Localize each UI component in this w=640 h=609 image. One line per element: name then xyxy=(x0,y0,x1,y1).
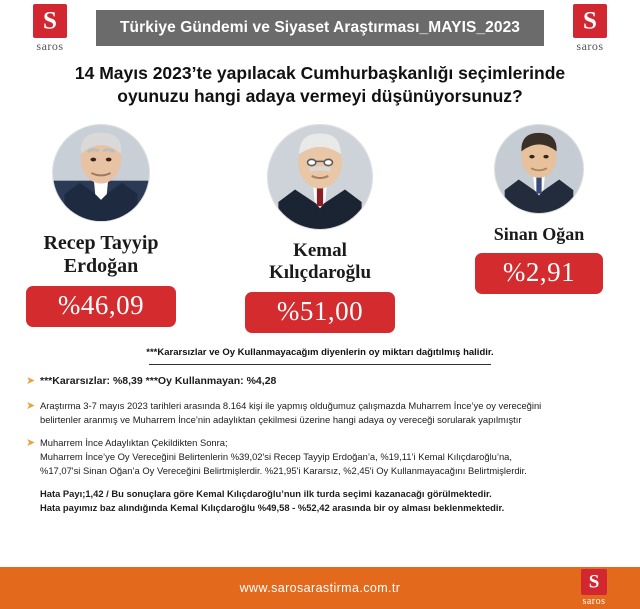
arrow-right-icon: ➤ xyxy=(26,436,36,449)
list-item xyxy=(26,487,612,515)
note-text xyxy=(40,436,527,478)
candidate-name-line1: Kemal xyxy=(293,240,347,262)
note-line: Hata payımız baz alındığında Kemal Kılıçdaroğlu %49,58 - %52,42 arasında bir oy alması beklenmektedir. xyxy=(40,502,505,514)
note-line: %17,07'si Sinan Oğan’a Oy Vereceğini Belirtmişlerdir. %21,95'i Kararsız, %2,45'i Oy Kullanmayacağını Belirtmişlerdir. xyxy=(40,465,527,477)
candidate-percent: %51,00 xyxy=(245,292,395,333)
candidate-results xyxy=(0,124,640,333)
candidate-name-line2: Erdoğan xyxy=(63,255,139,278)
logo-right-text: saros xyxy=(576,39,604,53)
note-line: belirtenler aranmış ve Muharrem İnce’nin adaylıktan çekilmesi üzerine hangi adaya oy vereceği sorularak yapılmıştır xyxy=(40,413,522,425)
note-line: ***Kararsızlar: %8,39 ***Oy Kullanmayan: %4,28 xyxy=(40,374,277,387)
list-item xyxy=(26,399,612,427)
s-logo-icon xyxy=(573,4,607,38)
avatar xyxy=(494,124,584,214)
s-logo-icon xyxy=(33,4,67,38)
arrow-right-icon: ➤ xyxy=(26,374,36,387)
notes-list xyxy=(26,374,612,516)
arrow-right-icon: ➤ xyxy=(26,399,36,412)
candidate-name xyxy=(441,224,637,245)
note-line: Araştırma 3-7 mayıs 2023 tarihleri arasında 8.164 kişi ile yapmış olduğumuz çalışmazda Muharrem İnce’ye oy vereceğini xyxy=(40,399,542,411)
candidate-name-line1: Sinan Oğan xyxy=(493,224,585,245)
note-text xyxy=(40,487,504,515)
candidate-name xyxy=(3,232,199,278)
note-line: Hata Payı;1,42 / Bu sonuçlara göre Kemal Kılıçdaroğlu’nun ilk turda seçimi kazanacağı görülmektedir. xyxy=(40,488,492,500)
logo-right xyxy=(548,4,632,56)
logo-footer xyxy=(556,569,632,607)
website-url[interactable]: www.sarosarastirma.com.tr xyxy=(239,581,401,595)
candidate-card xyxy=(3,124,199,327)
list-item xyxy=(26,374,612,390)
header-title-bar xyxy=(96,10,544,46)
candidate-name-line2: Kılıçdaroğlu xyxy=(268,262,372,284)
footer xyxy=(0,567,640,609)
avatar xyxy=(52,124,150,222)
distribution-footnote: ***Kararsızlar ve Oy Kullanmayacağım diyenlerin oy miktarı dağıtılmış halidir. xyxy=(146,346,494,358)
candidate-percent: %46,09 xyxy=(26,286,176,327)
candidate-percent: %2,91 xyxy=(475,253,603,294)
note-line: Muharrem İnce Adaylıktan Çekildikten Sonra; xyxy=(40,436,228,448)
note-text xyxy=(40,374,276,390)
candidate-card xyxy=(217,124,423,333)
avatar xyxy=(267,124,373,230)
logo-left-text: saros xyxy=(36,39,64,53)
candidate-card xyxy=(441,124,637,294)
s-logo-icon xyxy=(581,569,607,595)
note-text xyxy=(40,399,541,427)
note-line: Muharrem İnce’ye Oy Vereceğini Belirtenlerin %39,02'si Recep Tayyip Erdoğan’a, %19,11’i Kemal Kılıçdaroğlu’na, xyxy=(40,450,513,462)
header xyxy=(0,0,640,56)
candidate-name xyxy=(217,240,423,284)
logo-left xyxy=(8,4,92,56)
candidate-name-line1: Recep Tayyip xyxy=(43,232,159,255)
logo-footer-text: saros xyxy=(582,596,606,607)
list-item xyxy=(26,436,612,478)
page-title: Türkiye Gündemi ve Siyaset Araştırması_MAYIS_2023 xyxy=(119,19,521,36)
survey-question: 14 Mayıs 2023’te yapılacak Cumhurbaşkanlığı seçimlerinde oyunuzu hangi adaya vermeyi düşünüyorsunuz? xyxy=(74,63,566,107)
divider xyxy=(149,364,491,365)
